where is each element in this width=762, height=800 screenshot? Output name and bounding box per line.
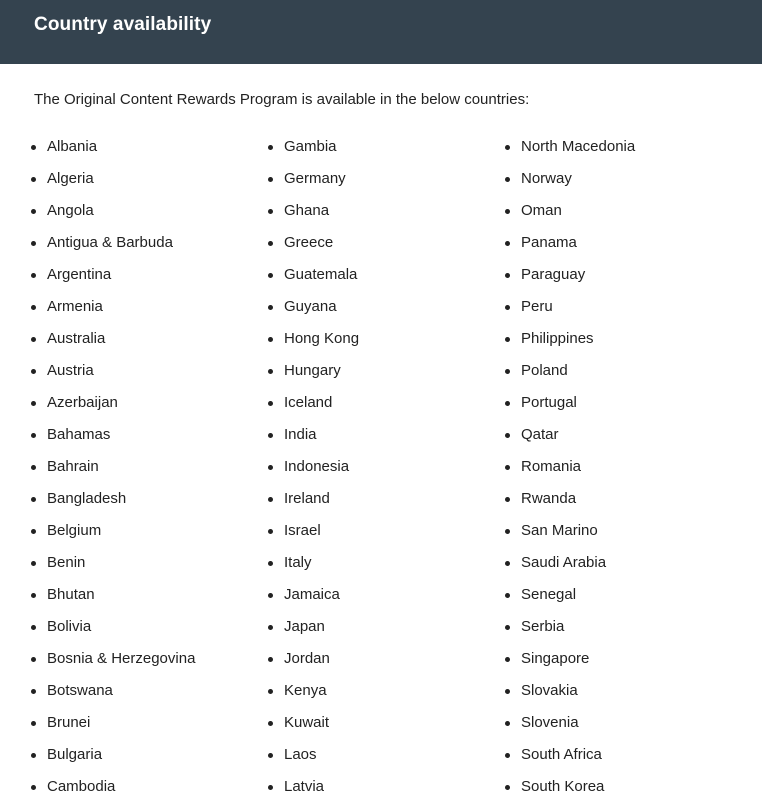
country-name: Armenia xyxy=(47,298,103,315)
bullet-dot-icon xyxy=(505,497,510,502)
country-name: Laos xyxy=(284,746,317,763)
bullet-dot-icon xyxy=(31,561,36,566)
bullet-dot-icon xyxy=(268,561,273,566)
bullet-dot-icon xyxy=(31,753,36,758)
bullet-dot-icon xyxy=(505,433,510,438)
bullet-dot-icon xyxy=(268,657,273,662)
intro-text: The Original Content Rewards Program is available in the below countries: xyxy=(34,91,530,108)
country-name: Kuwait xyxy=(284,714,330,731)
country-name: Norway xyxy=(521,170,572,187)
country-name: Poland xyxy=(521,362,568,379)
country-list-item xyxy=(30,778,195,800)
country-name: Kenya xyxy=(284,682,327,699)
country-name: Jamaica xyxy=(284,586,340,603)
country-list-item xyxy=(30,362,195,394)
bullet-dot-icon xyxy=(31,305,36,310)
bullet-dot-icon xyxy=(505,785,510,790)
country-name: Qatar xyxy=(521,426,559,443)
bullet-dot-icon xyxy=(505,273,510,278)
country-name: South Korea xyxy=(521,778,605,795)
country-name: Greece xyxy=(284,234,334,251)
bullet-dot-icon xyxy=(31,593,36,598)
country-name: Ireland xyxy=(284,490,330,507)
country-name: Oman xyxy=(521,202,562,219)
country-list-item xyxy=(267,202,359,234)
country-name: Bahamas xyxy=(47,426,111,443)
country-list-item xyxy=(267,170,359,202)
bullet-dot-icon xyxy=(505,657,510,662)
bullet-dot-icon xyxy=(31,241,36,246)
bullet-dot-icon xyxy=(31,433,36,438)
bullet-dot-icon xyxy=(505,401,510,406)
bullet-dot-icon xyxy=(268,785,273,790)
bullet-dot-icon xyxy=(505,721,510,726)
country-name: Antigua & Barbuda xyxy=(47,234,173,251)
country-list-item xyxy=(30,618,195,650)
bullet-dot-icon xyxy=(31,625,36,630)
bullet-dot-icon xyxy=(31,657,36,662)
country-list-item xyxy=(504,522,635,554)
country-name: Iceland xyxy=(284,394,333,411)
country-name: Brunei xyxy=(47,714,91,731)
country-list-item xyxy=(267,298,359,330)
bullet-dot-icon xyxy=(268,209,273,214)
country-list-item xyxy=(267,522,359,554)
bullet-dot-icon xyxy=(505,529,510,534)
country-name: San Marino xyxy=(521,522,598,539)
country-name: South Africa xyxy=(521,746,602,763)
country-list-item xyxy=(30,330,195,362)
country-name: Albania xyxy=(47,138,98,155)
country-list-item xyxy=(30,682,195,714)
bullet-dot-icon xyxy=(505,625,510,630)
country-list-item xyxy=(504,714,635,746)
country-list-item xyxy=(504,650,635,682)
country-name: Rwanda xyxy=(521,490,577,507)
country-name: Bolivia xyxy=(47,618,92,635)
country-list-item xyxy=(504,490,635,522)
bullet-dot-icon xyxy=(268,273,273,278)
country-list-item xyxy=(267,490,359,522)
country-list-item xyxy=(30,554,195,586)
country-list-item xyxy=(504,394,635,426)
panel-header xyxy=(0,0,762,64)
country-name: Panama xyxy=(521,234,577,251)
country-column-2 xyxy=(267,138,359,800)
country-list-item xyxy=(504,682,635,714)
country-list-item xyxy=(267,650,359,682)
country-name: Serbia xyxy=(521,618,565,635)
country-name: Austria xyxy=(47,362,94,379)
country-list-item xyxy=(30,138,195,170)
bullet-dot-icon xyxy=(505,145,510,150)
country-list-item xyxy=(504,586,635,618)
bullet-dot-icon xyxy=(268,753,273,758)
country-name: Portugal xyxy=(521,394,577,411)
bullet-dot-icon xyxy=(31,465,36,470)
country-list-item xyxy=(504,234,635,266)
bullet-dot-icon xyxy=(268,529,273,534)
country-list-item xyxy=(30,266,195,298)
bullet-dot-icon xyxy=(31,145,36,150)
bullet-dot-icon xyxy=(31,177,36,182)
bullet-dot-icon xyxy=(31,369,36,374)
country-list-item xyxy=(267,234,359,266)
country-list-item xyxy=(504,138,635,170)
bullet-dot-icon xyxy=(268,369,273,374)
bullet-dot-icon xyxy=(268,625,273,630)
bullet-dot-icon xyxy=(31,337,36,342)
country-name: Jordan xyxy=(284,650,330,667)
country-name: Ghana xyxy=(284,202,330,219)
country-name: Guatemala xyxy=(284,266,358,283)
bullet-dot-icon xyxy=(505,369,510,374)
country-list-item xyxy=(267,586,359,618)
country-list-item xyxy=(267,362,359,394)
country-name: Israel xyxy=(284,522,321,539)
bullet-dot-icon xyxy=(268,145,273,150)
bullet-dot-icon xyxy=(505,177,510,182)
country-list-item xyxy=(30,586,195,618)
country-list-item xyxy=(267,426,359,458)
country-list-item xyxy=(504,298,635,330)
country-name: Belgium xyxy=(47,522,102,539)
bullet-dot-icon xyxy=(268,497,273,502)
bullet-dot-icon xyxy=(268,689,273,694)
country-name: Slovenia xyxy=(521,714,579,731)
country-name: Australia xyxy=(47,330,106,347)
bullet-dot-icon xyxy=(31,401,36,406)
country-name: Gambia xyxy=(284,138,337,155)
bullet-dot-icon xyxy=(505,561,510,566)
country-name: Indonesia xyxy=(284,458,350,475)
bullet-dot-icon xyxy=(505,689,510,694)
bullet-dot-icon xyxy=(268,177,273,182)
country-name: Benin xyxy=(47,554,86,571)
country-list-item xyxy=(267,394,359,426)
country-name: Bosnia & Herzegovina xyxy=(47,650,196,667)
country-name: Slovakia xyxy=(521,682,578,699)
country-list-item xyxy=(267,682,359,714)
country-list-item xyxy=(267,330,359,362)
country-list-item xyxy=(30,426,195,458)
bullet-dot-icon xyxy=(31,689,36,694)
country-list-item xyxy=(267,458,359,490)
country-name: Cambodia xyxy=(47,778,116,795)
country-list-item xyxy=(504,746,635,778)
country-list-item xyxy=(504,362,635,394)
country-list-item xyxy=(30,714,195,746)
bullet-dot-icon xyxy=(268,721,273,726)
country-name: India xyxy=(284,426,317,443)
bullet-dot-icon xyxy=(31,273,36,278)
country-list-item xyxy=(30,522,195,554)
country-list-item xyxy=(504,330,635,362)
country-name: Hong Kong xyxy=(284,330,360,347)
bullet-dot-icon xyxy=(268,401,273,406)
country-name: Bhutan xyxy=(47,586,95,603)
country-name: North Macedonia xyxy=(521,138,636,155)
country-name: Hungary xyxy=(284,362,341,379)
country-name: Angola xyxy=(47,202,94,219)
bullet-dot-icon xyxy=(268,241,273,246)
bullet-dot-icon xyxy=(505,209,510,214)
bullet-dot-icon xyxy=(31,497,36,502)
bullet-dot-icon xyxy=(31,721,36,726)
country-name: Peru xyxy=(521,298,553,315)
country-name: Japan xyxy=(284,618,325,635)
country-name: Italy xyxy=(284,554,312,571)
country-list-item xyxy=(30,746,195,778)
country-column-1 xyxy=(30,138,195,800)
bullet-dot-icon xyxy=(505,465,510,470)
country-list-item xyxy=(267,554,359,586)
country-list-item xyxy=(30,394,195,426)
country-list-item xyxy=(504,778,635,800)
bullet-dot-icon xyxy=(505,593,510,598)
country-list-item xyxy=(267,266,359,298)
country-name: Botswana xyxy=(47,682,113,699)
country-name: Algeria xyxy=(47,170,94,187)
bullet-dot-icon xyxy=(268,305,273,310)
country-name: Guyana xyxy=(284,298,337,315)
country-name: Romania xyxy=(521,458,582,475)
country-list-item xyxy=(30,170,195,202)
bullet-dot-icon xyxy=(505,753,510,758)
bullet-dot-icon xyxy=(268,465,273,470)
country-list-item xyxy=(30,490,195,522)
country-list-item xyxy=(504,202,635,234)
bullet-dot-icon xyxy=(505,241,510,246)
country-name: Bahrain xyxy=(47,458,99,475)
country-list-item xyxy=(504,554,635,586)
bullet-dot-icon xyxy=(268,593,273,598)
bullet-dot-icon xyxy=(268,433,273,438)
country-name: Philippines xyxy=(521,330,594,347)
bullet-dot-icon xyxy=(505,305,510,310)
bullet-dot-icon xyxy=(31,529,36,534)
country-name: Bangladesh xyxy=(47,490,127,507)
country-name: Singapore xyxy=(521,650,590,667)
country-name: Latvia xyxy=(284,778,325,795)
country-list-item xyxy=(504,170,635,202)
bullet-dot-icon xyxy=(31,209,36,214)
country-list-item xyxy=(504,426,635,458)
bullet-dot-icon xyxy=(31,785,36,790)
country-list-item xyxy=(267,778,359,800)
country-list-item xyxy=(267,746,359,778)
country-name: Bulgaria xyxy=(47,746,103,763)
panel-title: Country availability xyxy=(34,13,212,35)
country-list-item xyxy=(267,714,359,746)
country-list-item xyxy=(504,458,635,490)
country-name: Azerbaijan xyxy=(47,394,118,411)
country-name: Saudi Arabia xyxy=(521,554,607,571)
country-list-item xyxy=(504,618,635,650)
bullet-dot-icon xyxy=(268,337,273,342)
country-name: Senegal xyxy=(521,586,577,603)
country-list-item xyxy=(504,266,635,298)
country-list-item xyxy=(30,458,195,490)
country-list-item xyxy=(267,618,359,650)
country-list-item xyxy=(30,202,195,234)
country-name: Paraguay xyxy=(521,266,586,283)
country-name: Argentina xyxy=(47,266,112,283)
country-name: Germany xyxy=(284,170,346,187)
country-list-item xyxy=(267,138,359,170)
country-list-item xyxy=(30,298,195,330)
country-list-item xyxy=(30,650,195,682)
country-column-3 xyxy=(504,138,635,800)
bullet-dot-icon xyxy=(505,337,510,342)
country-list-item xyxy=(30,234,195,266)
